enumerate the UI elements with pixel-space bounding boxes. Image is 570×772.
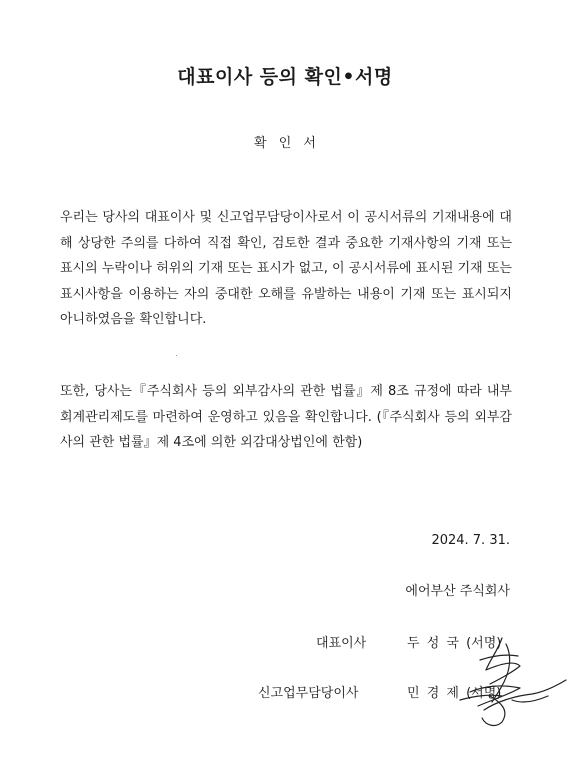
- document-date: 2024. 7. 31.: [431, 533, 510, 548]
- signer-name-ceo: 두 성 국 (서명): [407, 636, 502, 651]
- document-title: 대표이사 등의 확인•서명: [177, 66, 393, 88]
- signer-name-disclosure-officer: 민 경 제 (서명): [407, 686, 502, 701]
- signer-role-ceo: 대표이사: [316, 636, 367, 651]
- paragraph-internal-control: 또한, 당사는『주식회사 등의 외부감사의 관한 법률』제 8조 규정에 따라 내부회계관리제도를 마련하여 운영하고 있음을 확인합니다. (『주식회사 등의 외부감사의 관한 법률』제 4조에 의한 외감대상법인에 한함): [60, 384, 512, 451]
- signer-role-disclosure-officer: 신고업무담당이사: [258, 686, 359, 701]
- paragraph-confirmation: 우리는 당사의 대표이사 및 신고업무담당이사로서 이 공시서류의 기재내용에 대해 상당한 주의를 다하여 직접 확인, 검토한 결과 중요한 기재사항의 기재 또는 표시의 누락이나 허위의 기재 또는 표시가 없고, 이 공시서류에 표시된 기재 또는 표시사항을 이용하는 자의 중대한 오해를 유발하는 내용이 기재 또는 표시되지 아니하였음을 확인합니다.: [60, 210, 512, 328]
- scan-speck: [176, 355, 177, 356]
- company-name: 에어부산 주식회사: [405, 584, 510, 599]
- document-subtitle: 확 인 서: [254, 136, 316, 151]
